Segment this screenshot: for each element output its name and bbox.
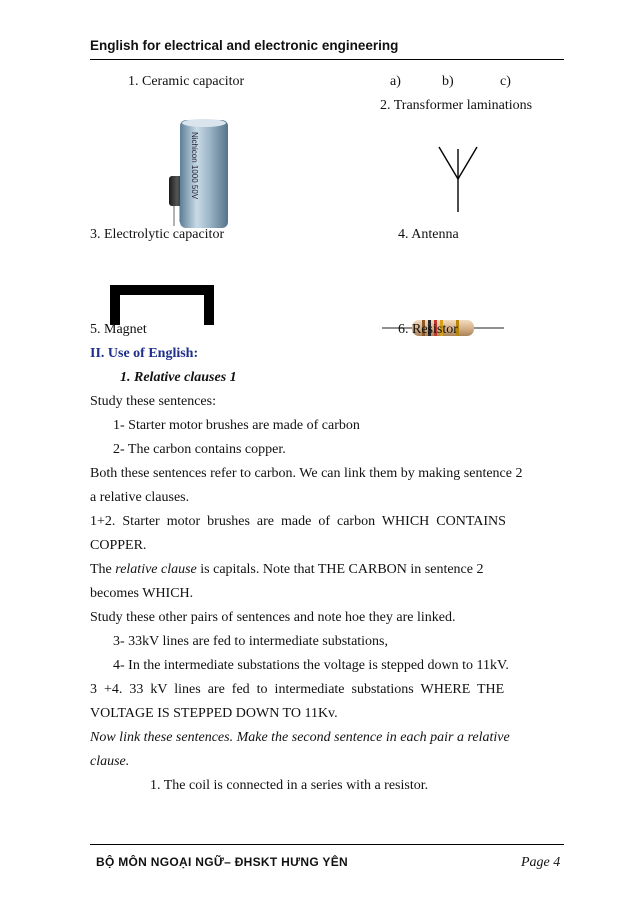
label-b: b) [442, 74, 454, 89]
example-line: VOLTAGE IS STEPPED DOWN TO 11Kv. [90, 706, 338, 721]
label-resistor: 6. Resistor [398, 322, 458, 337]
paragraph-line: becomes WHICH. [90, 586, 194, 601]
label-c: c) [500, 74, 511, 89]
study-instruction: Study these sentences: [90, 394, 216, 409]
paragraph-relative-clause [90, 562, 483, 578]
label-magnet: 5. Magnet [90, 322, 147, 337]
page-number: Page 4 [521, 855, 561, 870]
text-span: is capitals. Note that THE CARBON in sentence 2 [196, 562, 484, 577]
antenna-symbol [436, 145, 480, 213]
list-item: 1- Starter motor brushes are made of carbon [113, 418, 360, 433]
study-instruction-2: Study these other pairs of sentences and note hoe they are linked. [90, 610, 456, 625]
example-line: COPPER. [90, 538, 147, 553]
list-item: 4- In the intermediate substations the voltage is stepped down to 11kV. [113, 658, 509, 673]
example-line: 3 +4. 33 kV lines are fed to intermediate substations WHERE THE [90, 682, 505, 697]
exercise-instruction: Now link these sentences. Make the second sentence in each pair a relative [90, 730, 510, 745]
footer-rule [90, 844, 564, 845]
label-a: a) [390, 74, 401, 89]
example-line: 1+2. Starter motor brushes are made of carbon WHICH CONTAINS [90, 514, 506, 529]
label-transformer-laminations: 2. Transformer laminations [380, 98, 533, 113]
exercise-instruction: clause. [90, 754, 130, 769]
exercise-item: 1. The coil is connected in a series with a resistor. [150, 778, 429, 793]
list-item: 2- The carbon contains copper. [113, 442, 286, 457]
footer-department: BỘ MÔN NGOẠI NGỮ– ĐHSKT HƯNG YÊN [96, 855, 348, 869]
header-rule [90, 59, 564, 60]
running-header: English for electrical and electronic engineering [90, 38, 399, 53]
magnet-image [108, 283, 218, 325]
list-item: 3- 33kV lines are fed to intermediate substations, [113, 634, 389, 649]
text-span: The [90, 562, 116, 577]
label-antenna: 4. Antenna [398, 227, 459, 242]
electrolytic-capacitor-image [158, 118, 248, 230]
capacitor-print: Nichicon 1000 50V [190, 132, 199, 200]
label-ceramic-capacitor: 1. Ceramic capacitor [128, 74, 245, 89]
label-electrolytic-capacitor: 3. Electrolytic capacitor [90, 227, 225, 242]
emphasis-relative-clause: relative clause [115, 562, 197, 577]
subheading-relative-clauses: 1. Relative clauses 1 [120, 370, 237, 385]
paragraph-line: Both these sentences refer to carbon. We can link them by making sentence 2 [90, 466, 523, 481]
section-heading: II. Use of English: [90, 346, 199, 361]
paragraph-line: a relative clauses. [90, 490, 190, 505]
